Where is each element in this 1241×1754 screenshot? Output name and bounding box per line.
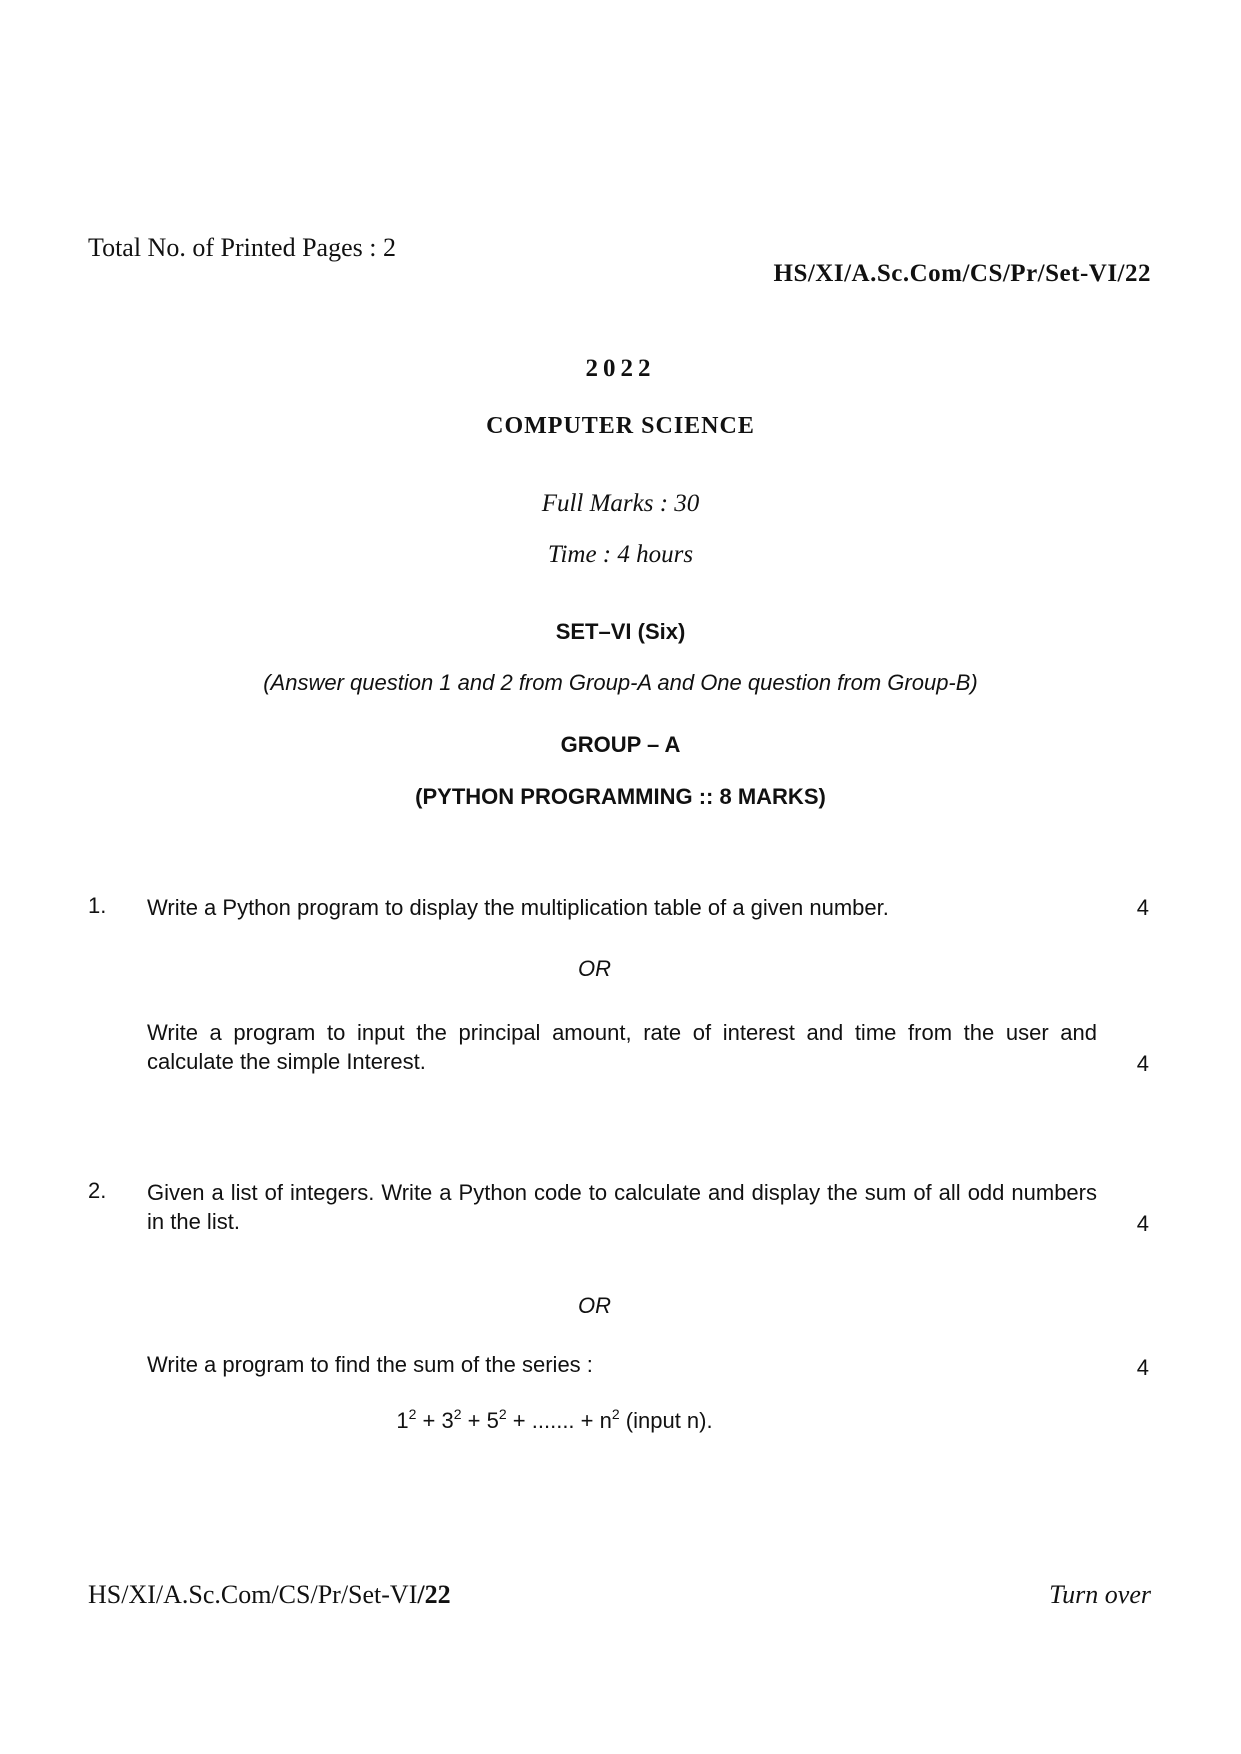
series-term-exponent: 2 xyxy=(611,1406,620,1422)
exam-year: 2022 xyxy=(585,355,656,382)
section-heading: (PYTHON PROGRAMMING :: 8 MARKS) xyxy=(415,784,826,809)
series-tail: (input n). xyxy=(619,1408,713,1433)
series-term-exponent: 2 xyxy=(498,1406,507,1422)
time-allowed: Time : 4 hours xyxy=(547,541,694,568)
series-term-base: 3 xyxy=(441,1408,454,1433)
question-number: 1. xyxy=(88,893,107,918)
series-term-exponent: 2 xyxy=(408,1406,417,1422)
paper-code-footer-suffix: /22 xyxy=(417,1580,451,1609)
question-number: 2. xyxy=(88,1178,107,1203)
series-term-base: 5 xyxy=(486,1408,499,1433)
series-operator: + xyxy=(416,1408,442,1433)
instruction-text: (Answer question 1 and 2 from Group-A and One question from Group-B) xyxy=(263,670,978,695)
or-separator: OR xyxy=(578,1293,611,1318)
alternative-question-marks: 4 xyxy=(1136,1355,1149,1380)
group-heading: GROUP – A xyxy=(560,732,681,757)
paper-code-header: HS/XI/A.Sc.Com/CS/Pr/Set-VI/22 xyxy=(773,260,1151,287)
question-text: Write a Python program to display the multiplication table of a given number. xyxy=(147,895,889,920)
series-term-exponent: 2 xyxy=(453,1406,462,1422)
printed-pages-note: Total No. of Printed Pages : 2 xyxy=(88,233,396,262)
set-label: SET–VI (Six) xyxy=(555,619,686,644)
series-operator: + xyxy=(461,1408,487,1433)
paper-code-footer xyxy=(88,1580,451,1610)
question-marks: 4 xyxy=(1136,895,1149,920)
alternative-question-marks: 4 xyxy=(1136,1051,1149,1076)
alternative-question-text: Write a program to input the principal amount, rate of interest and time from the user and calculate the simple Interest. xyxy=(147,1020,1097,1074)
question-marks: 4 xyxy=(1136,1211,1149,1236)
turn-over-note: Turn over xyxy=(1049,1580,1151,1609)
series-term-base: 1 xyxy=(396,1408,409,1433)
series-formula xyxy=(0,1408,1109,1434)
question-text: Given a list of integers. Write a Python code to calculate and display the sum of all odd numbers in the list. xyxy=(147,1180,1097,1234)
full-marks: Full Marks : 30 xyxy=(541,490,700,517)
paper-code-footer-prefix: HS/XI/A.Sc.Com/CS/Pr/Set-VI xyxy=(88,1580,418,1609)
or-separator: OR xyxy=(578,956,611,981)
series-term-base: n xyxy=(599,1408,612,1433)
alternative-question-text: Write a program to find the sum of the series : xyxy=(147,1352,593,1377)
series-operator: + ....... + xyxy=(506,1408,600,1433)
subject-title: COMPUTER SCIENCE xyxy=(486,413,755,439)
